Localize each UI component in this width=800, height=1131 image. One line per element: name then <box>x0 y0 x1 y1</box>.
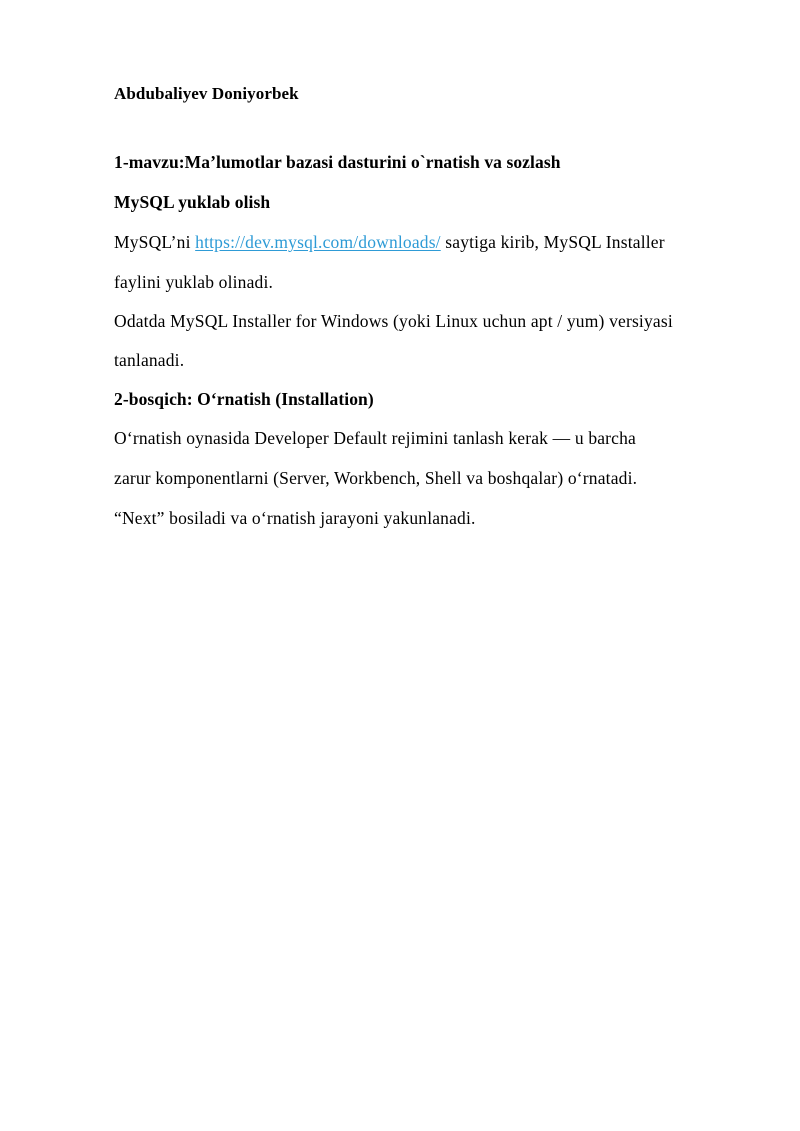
heading-download: MySQL yuklab olish <box>114 192 271 212</box>
mysql-downloads-link[interactable]: https://dev.mysql.com/downloads/ <box>195 232 441 252</box>
paragraph-install-line-3: “Next” bosiladi va o‘rnatish jarayoni yakunlanadi. <box>114 508 476 528</box>
heading-step-two: 2-bosqich: O‘rnatish (Installation) <box>114 389 374 409</box>
paragraph-install-line-1: O‘rnatish oynasida Developer Default rejimini tanlash kerak — u barcha <box>114 428 636 448</box>
paragraph-download-line-2: faylini yuklab olinadi. <box>114 272 274 292</box>
paragraph-install-line-2: zarur komponentlarni (Server, Workbench, Shell va boshqalar) o‘rnatadi. <box>114 468 638 488</box>
paragraph-installer-line-2: tanlanadi. <box>114 350 185 370</box>
spacer-line <box>114 114 710 142</box>
paragraph-download-line-1 <box>114 222 710 262</box>
author-name: Abdubaliyev Doniyorbek <box>114 84 299 103</box>
heading-topic: 1-mavzu:Ma’lumotlar bazasi dasturini o`rnatish va sozlash <box>114 152 561 172</box>
download-text-prefix: MySQL’ni <box>114 232 196 252</box>
download-text-suffix: saytiga kirib, MySQL Installer <box>440 232 665 252</box>
document-body <box>114 74 710 538</box>
paragraph-installer-line-1: Odatda MySQL Installer for Windows (yoki Linux uchun apt / yum) versiyasi <box>114 311 673 331</box>
